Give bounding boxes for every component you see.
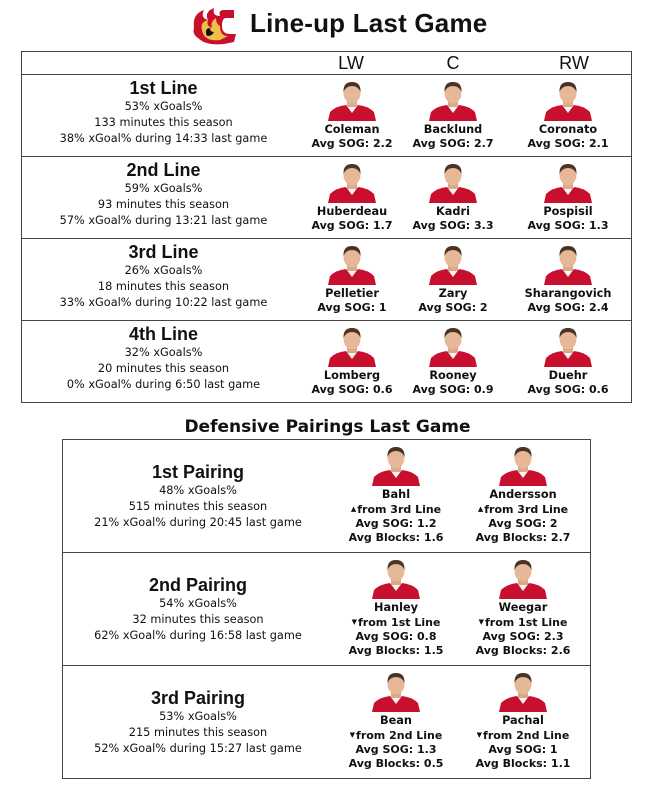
player-name: Kadri bbox=[436, 205, 470, 218]
defensive-pair-3 bbox=[63, 666, 590, 778]
player-move-text: from 1st Line bbox=[484, 616, 568, 629]
player-card-c bbox=[398, 161, 508, 233]
line-name: 1st Line bbox=[129, 78, 198, 98]
player-headshot-icon bbox=[326, 243, 378, 285]
line-last-game: 33% xGoal% during 10:22 last game bbox=[59, 296, 268, 309]
player-move-text: from 2nd Line bbox=[483, 729, 570, 742]
player-avg-blocks: Avg Blocks: 1.6 bbox=[348, 531, 444, 544]
arrow-down-icon: ▼ bbox=[478, 618, 484, 626]
pair-info bbox=[63, 574, 333, 644]
player-card-left-d bbox=[336, 670, 456, 771]
player-move-text: from 2nd Line bbox=[356, 729, 443, 742]
defense-section-title: Defensive Pairings Last Game bbox=[184, 417, 471, 437]
player-name: Zary bbox=[438, 287, 468, 300]
pair-last-game: 62% xGoal% during 16:58 last game bbox=[94, 629, 302, 642]
player-card-right-d bbox=[463, 670, 583, 771]
player-headshot-icon bbox=[542, 243, 594, 285]
pair-last-game: 21% xGoal% during 20:45 last game bbox=[94, 516, 302, 529]
player-card-rw bbox=[513, 161, 623, 233]
player-card-rw bbox=[513, 79, 623, 151]
player-name: Duehr bbox=[548, 369, 588, 382]
pair-name: 3rd Pairing bbox=[150, 688, 246, 708]
line-minutes: 20 minutes this season bbox=[97, 362, 230, 375]
player-name: Lomberg bbox=[323, 369, 381, 382]
player-headshot-icon bbox=[542, 79, 594, 121]
line-last-game: 57% xGoal% during 13:21 last game bbox=[59, 214, 268, 227]
arrow-up-icon: ▲ bbox=[350, 505, 357, 513]
line-minutes: 133 minutes this season bbox=[94, 116, 233, 129]
player-name: Coleman bbox=[324, 123, 380, 136]
player-avg-blocks: Avg Blocks: 0.5 bbox=[348, 757, 444, 770]
player-name: Hanley bbox=[373, 601, 419, 614]
player-headshot-icon bbox=[326, 325, 378, 367]
player-card-rw bbox=[513, 325, 623, 397]
pair-minutes: 215 minutes this season bbox=[128, 726, 268, 739]
forward-line-3 bbox=[22, 239, 631, 321]
player-name: Pospisil bbox=[543, 205, 593, 218]
pair-xgoals: 54% xGoals% bbox=[159, 597, 237, 610]
line-info bbox=[22, 78, 305, 147]
pair-minutes: 515 minutes this season bbox=[128, 500, 268, 513]
position-header-lw: LW bbox=[338, 53, 364, 73]
player-card-rw bbox=[513, 243, 623, 315]
line-xgoals: 32% xGoals% bbox=[124, 346, 203, 359]
line-name: 3rd Line bbox=[128, 242, 199, 262]
player-avg-sog: Avg SOG: 3.3 bbox=[412, 219, 494, 232]
player-move-text: from 1st Line bbox=[357, 616, 441, 629]
player-headshot-icon bbox=[370, 557, 422, 599]
player-headshot-icon bbox=[427, 161, 479, 203]
player-card-c bbox=[398, 325, 508, 397]
player-avg-sog: Avg SOG: 0.6 bbox=[527, 383, 609, 396]
player-line-move bbox=[463, 502, 583, 517]
player-card-lw bbox=[297, 79, 407, 151]
player-line-move bbox=[336, 502, 456, 517]
player-avg-blocks: Avg Blocks: 2.6 bbox=[475, 644, 571, 657]
player-headshot-icon bbox=[326, 79, 378, 121]
player-name: Bahl bbox=[381, 488, 411, 501]
forward-line-2 bbox=[22, 157, 631, 239]
arrow-up-icon: ▲ bbox=[477, 505, 484, 513]
player-headshot-icon bbox=[326, 161, 378, 203]
forward-lines-table bbox=[21, 51, 632, 403]
player-avg-sog: Avg SOG: 0.6 bbox=[311, 383, 393, 396]
player-move-text: from 3rd Line bbox=[484, 503, 569, 516]
line-last-game: 38% xGoal% during 14:33 last game bbox=[59, 132, 268, 145]
player-name: Andersson bbox=[489, 488, 557, 501]
line-minutes: 18 minutes this season bbox=[97, 280, 230, 293]
player-headshot-icon bbox=[497, 670, 549, 712]
line-xgoals: 59% xGoals% bbox=[124, 182, 203, 195]
arrow-down-icon: ▼ bbox=[351, 618, 357, 626]
position-header-row bbox=[22, 52, 631, 75]
player-avg-blocks: Avg Blocks: 1.5 bbox=[348, 644, 444, 657]
player-name: Backlund bbox=[423, 123, 483, 136]
defensive-pairings-table bbox=[62, 439, 591, 779]
defensive-pair-2 bbox=[63, 553, 590, 666]
line-info bbox=[22, 324, 305, 393]
position-header-c: C bbox=[446, 53, 460, 73]
line-info bbox=[22, 160, 305, 229]
flames-logo-icon bbox=[190, 6, 238, 46]
player-name: Coronato bbox=[538, 123, 598, 136]
pair-last-game: 52% xGoal% during 15:27 last game bbox=[94, 742, 302, 755]
player-name: Sharangovich bbox=[524, 287, 612, 300]
line-minutes: 93 minutes this season bbox=[97, 198, 230, 211]
player-avg-sog: Avg SOG: 1.2 bbox=[355, 517, 437, 530]
player-avg-sog: Avg SOG: 1.3 bbox=[527, 219, 609, 232]
player-line-move bbox=[336, 615, 456, 630]
player-headshot-icon bbox=[427, 243, 479, 285]
line-name: 4th Line bbox=[128, 324, 198, 344]
forward-line-4 bbox=[22, 321, 631, 402]
line-info bbox=[22, 242, 305, 311]
player-headshot-icon bbox=[427, 325, 479, 367]
page-title: Line-up Last Game bbox=[250, 8, 488, 38]
player-line-move bbox=[336, 728, 456, 743]
arrow-down-icon: ▼ bbox=[476, 731, 483, 739]
player-name: Weegar bbox=[498, 601, 548, 614]
forward-line-1 bbox=[22, 75, 631, 157]
player-name: Rooney bbox=[429, 369, 477, 382]
player-avg-sog: Avg SOG: 0.8 bbox=[355, 630, 437, 643]
player-headshot-icon bbox=[542, 161, 594, 203]
pair-info bbox=[63, 461, 333, 531]
player-card-lw bbox=[297, 325, 407, 397]
player-avg-sog: Avg SOG: 2.2 bbox=[311, 137, 393, 150]
pair-info bbox=[63, 687, 333, 757]
player-avg-sog: Avg SOG: 2.7 bbox=[412, 137, 494, 150]
player-card-lw bbox=[297, 161, 407, 233]
player-avg-sog: Avg SOG: 2.4 bbox=[527, 301, 609, 314]
page-header bbox=[0, 0, 655, 44]
player-headshot-icon bbox=[370, 670, 422, 712]
player-avg-sog: Avg SOG: 1 bbox=[317, 301, 387, 314]
player-card-c bbox=[398, 79, 508, 151]
pair-minutes: 32 minutes this season bbox=[132, 613, 264, 626]
defensive-pair-1 bbox=[63, 440, 590, 553]
player-card-c bbox=[398, 243, 508, 315]
player-headshot-icon bbox=[497, 444, 549, 486]
pair-xgoals: 53% xGoals% bbox=[159, 710, 237, 723]
position-header-rw: RW bbox=[559, 53, 589, 73]
player-avg-blocks: Avg Blocks: 2.7 bbox=[475, 531, 571, 544]
pair-name: 2nd Pairing bbox=[148, 575, 247, 595]
player-line-move bbox=[463, 615, 583, 630]
player-card-lw bbox=[297, 243, 407, 315]
player-avg-sog: Avg SOG: 2 bbox=[418, 301, 488, 314]
player-name: Pachal bbox=[502, 714, 544, 727]
line-last-game: 0% xGoal% during 6:50 last game bbox=[66, 378, 261, 391]
player-card-left-d bbox=[336, 444, 456, 545]
player-avg-blocks: Avg Blocks: 1.1 bbox=[475, 757, 571, 770]
player-avg-sog: Avg SOG: 1 bbox=[488, 743, 558, 756]
player-headshot-icon bbox=[370, 444, 422, 486]
line-name: 2nd Line bbox=[126, 160, 201, 180]
player-avg-sog: Avg SOG: 1.7 bbox=[311, 219, 393, 232]
player-line-move bbox=[463, 728, 583, 743]
player-headshot-icon bbox=[497, 557, 549, 599]
line-xgoals: 53% xGoals% bbox=[124, 100, 203, 113]
player-card-right-d bbox=[463, 557, 583, 658]
player-avg-sog: Avg SOG: 2 bbox=[488, 517, 558, 530]
arrow-down-icon: ▼ bbox=[349, 731, 356, 739]
player-move-text: from 3rd Line bbox=[357, 503, 442, 516]
pair-name: 1st Pairing bbox=[151, 462, 245, 482]
line-xgoals: 26% xGoals% bbox=[124, 264, 203, 277]
pair-xgoals: 48% xGoals% bbox=[159, 484, 237, 497]
player-avg-sog: Avg SOG: 1.3 bbox=[355, 743, 437, 756]
player-card-left-d bbox=[336, 557, 456, 658]
player-headshot-icon bbox=[427, 79, 479, 121]
player-name: Pelletier bbox=[325, 287, 379, 300]
player-name: Bean bbox=[380, 714, 412, 727]
player-headshot-icon bbox=[542, 325, 594, 367]
player-avg-sog: Avg SOG: 0.9 bbox=[412, 383, 494, 396]
player-name: Huberdeau bbox=[316, 205, 388, 218]
player-avg-sog: Avg SOG: 2.3 bbox=[482, 630, 564, 643]
player-avg-sog: Avg SOG: 2.1 bbox=[527, 137, 609, 150]
player-card-right-d bbox=[463, 444, 583, 545]
